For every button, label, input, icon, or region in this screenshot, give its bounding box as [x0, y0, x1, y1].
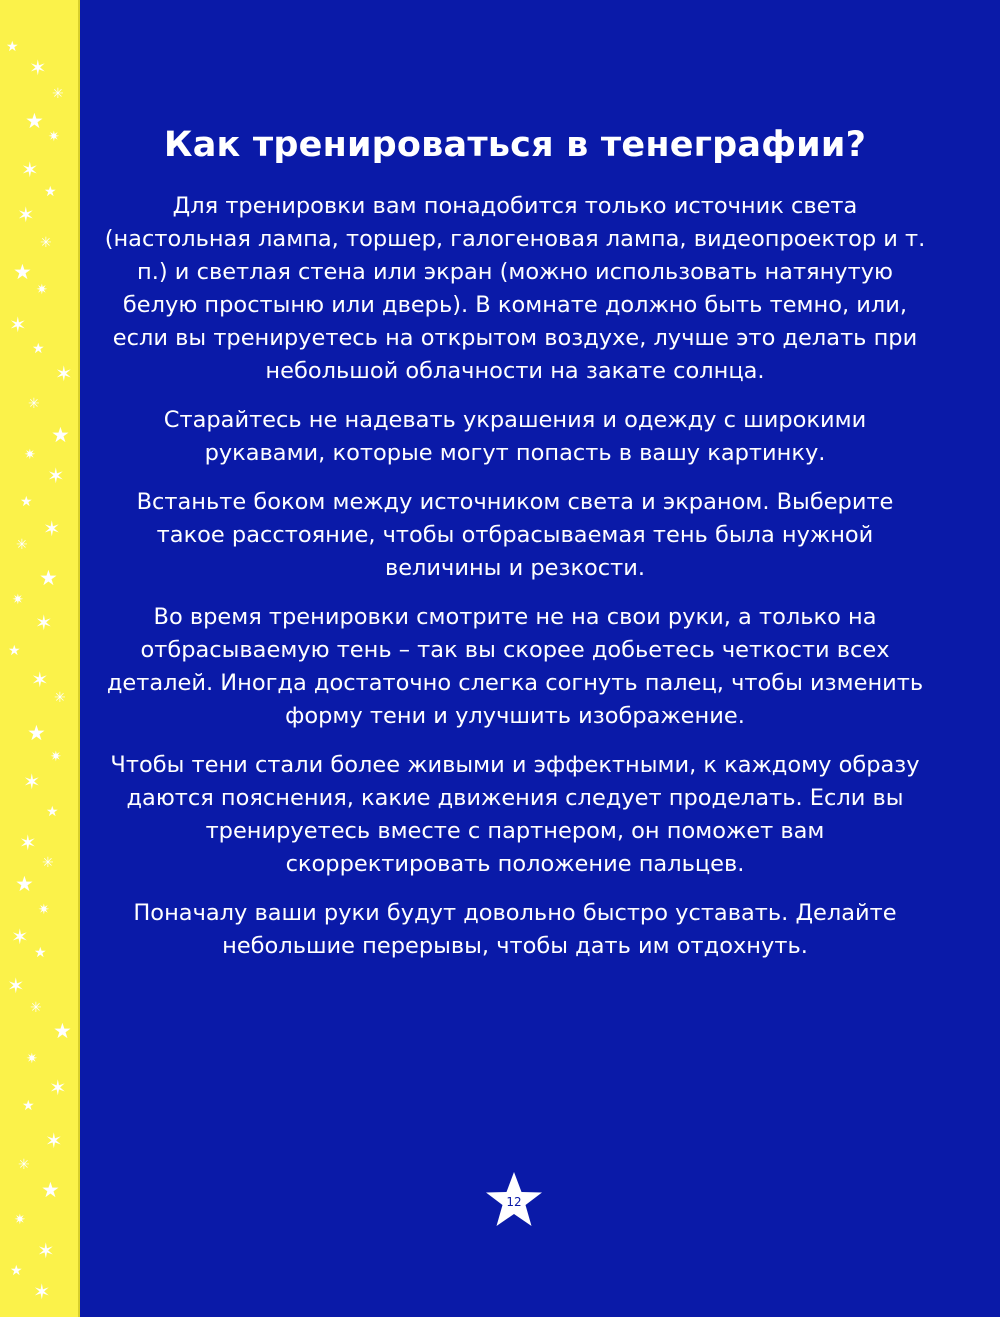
star-icon: ✶	[17, 203, 35, 227]
paragraph-1: Для тренировки вам понадобится только источник света (настольная лампа, торшер, галогеновая лампа, видеопроектор и т. п.) и светлая стена или экран (можно использовать натянутую белую простыню или дверь). В комнате должно быть темно, или, если вы тренируетесь на открытом воздухе, лучше это делать при небольшой облачности на закате солнца.	[104, 193, 926, 384]
star-icon: ✶	[19, 831, 37, 855]
star-icon: ★	[41, 1178, 60, 1202]
star-icon: ★	[10, 1263, 23, 1279]
star-icon: ★	[39, 566, 58, 590]
star-icon: ✶	[37, 1239, 55, 1263]
paragraph-2: Старайтесь не надевать украшения и одежду с широкими рукавами, которые могут попасть в вашу картинку.	[163, 407, 867, 466]
star-icon: ✷	[24, 447, 36, 463]
star-icon: ★	[20, 494, 33, 510]
star-icon: ✶	[47, 464, 65, 488]
star-icon: ★	[53, 1019, 72, 1043]
star-icon: ✶	[35, 611, 53, 635]
star-icon: ✶	[43, 517, 61, 541]
star-icon: ★	[13, 260, 32, 284]
page-number: 12	[506, 1195, 522, 1209]
star-icon: ✷	[48, 129, 60, 145]
star-icon: ✳	[52, 86, 64, 102]
star-icon: ✳	[42, 855, 54, 871]
star-icon: ★	[27, 721, 46, 745]
star-icon: ★	[51, 423, 70, 447]
star-icon: ✳	[54, 690, 66, 706]
decorative-star-strip	[0, 0, 80, 1317]
star-icon: ✷	[26, 1051, 38, 1067]
star-icon: ✶	[29, 56, 47, 80]
star-icon: ✷	[14, 1212, 26, 1228]
star-icon: ✷	[12, 592, 24, 608]
star-icon: ✶	[23, 770, 41, 794]
star-icon: ★	[15, 872, 34, 896]
star-icon: ✳	[18, 1157, 30, 1173]
page-number-badge	[483, 1170, 545, 1232]
star-icon: ✶	[11, 925, 29, 949]
page-title: Как тренироваться в тенеграфии?	[163, 125, 867, 165]
star-icon: ★	[25, 109, 44, 133]
star-icon: ✷	[50, 749, 62, 765]
star-icon: ✷	[38, 902, 50, 918]
main-content	[100, 120, 930, 979]
star-icon: ✷	[36, 282, 48, 298]
star-icon: ✳	[16, 537, 28, 553]
paragraph-4: Во время тренировки смотрите не на свои руки, а только на отбрасываемую тень – так вы скорее добьетесь четкости всех деталей. Иногда достаточно слегка согнуть палец, чтобы изменить форму тени и улучшить изображение.	[106, 604, 924, 729]
star-icon: ✳	[40, 235, 52, 251]
star-icon: ✶	[7, 974, 25, 998]
paragraph-3: Встаньте боком между источником света и экраном. Выберите такое расстояние, чтобы отбрасываемая тень была нужной величины и резкости.	[136, 489, 894, 581]
star-icon: ✶	[45, 1129, 63, 1153]
star-icon: ★	[6, 39, 19, 55]
star-icon: ★	[22, 1098, 35, 1114]
paragraph-5: Чтобы тени стали более живыми и эффектными, к каждому образу даются пояснения, какие движения следует проделать. Если вы тренируетесь вместе с партнером, он поможет вам скорректировать положение пальцев.	[110, 752, 920, 877]
star-icon: ✶	[33, 1280, 51, 1304]
star-icon: ✳	[30, 1000, 42, 1016]
star-icon: ✶	[9, 313, 27, 337]
star-icon: ★	[44, 184, 57, 200]
star-icon: ✳	[28, 396, 40, 412]
star-icon: ★	[34, 945, 47, 961]
star-icon: ✶	[49, 1076, 67, 1100]
star-icon: ★	[8, 643, 21, 659]
star-icon: ✶	[55, 362, 73, 386]
paragraph-6: Поначалу ваши руки будут довольно быстро уставать. Делайте небольшие перерывы, чтобы дать им отдохнуть.	[133, 900, 897, 959]
star-icon: ★	[46, 804, 59, 820]
star-icon: ✶	[21, 158, 39, 182]
star-icon: ★	[32, 341, 45, 357]
star-icon: ✶	[31, 668, 49, 692]
